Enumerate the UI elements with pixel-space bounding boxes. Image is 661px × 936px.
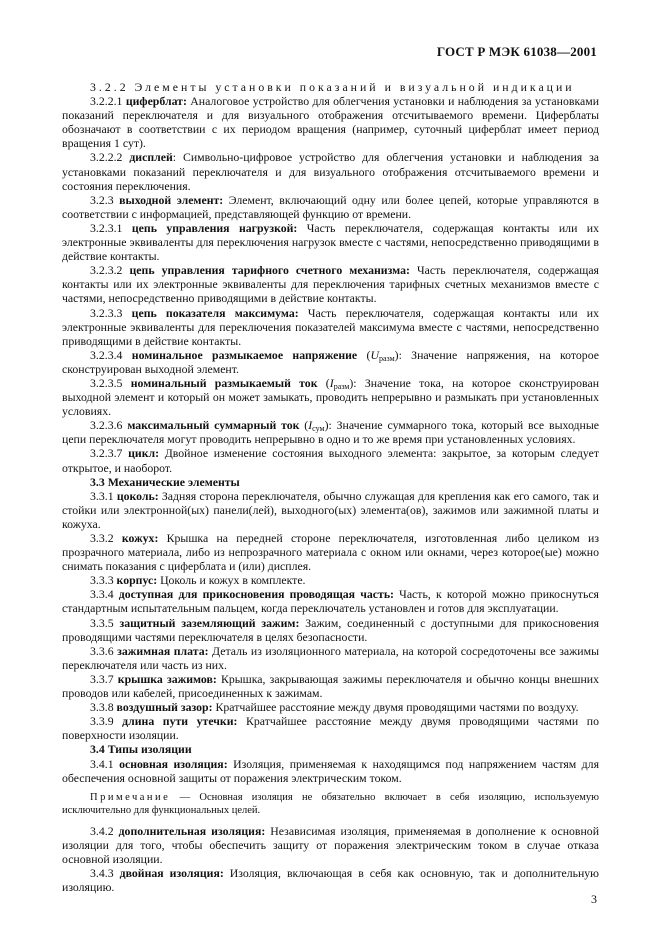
- clause-3-4-1: [62, 757, 599, 785]
- definition: Деталь из изоляционного материала, на которой сосредоточены все зажимы переключателя или часть из них.: [62, 643, 600, 672]
- definition: Кратчайшее расстояние между двумя проводящими частями по воздуху.: [212, 700, 579, 715]
- clause-3-3-3: [62, 573, 599, 587]
- definition: Часть переключателя, содержащая контакты или их электронные эквиваленты для переключения тарифных счетных механизмов вместе с частями, непосредственно приводящими в действие контакты.: [62, 263, 599, 306]
- symbol-subscript: разм: [333, 381, 350, 391]
- clause-number: 3.3.3: [90, 573, 114, 588]
- definition: Цоколь и кожух в комплекте.: [157, 573, 306, 588]
- term: крышка зажимов:: [117, 671, 217, 686]
- clause-3-3-2: [62, 531, 599, 573]
- clause-number: 3.2.3.7: [90, 446, 123, 461]
- definition: Часть переключателя, содержащая контакты или их электронные эквиваленты для переключения нагрузок вместе с частями, непосредственно приводящими в действие контакты.: [62, 220, 600, 264]
- clause-3-2-3-7: [62, 446, 599, 474]
- clause-3-3-9: [62, 714, 599, 742]
- term: дисплей: [129, 150, 173, 165]
- term: доступная для прикосновения проводящая часть:: [118, 587, 394, 602]
- definition: Зажим, соединенный с доступными для прикосновения проводящими частями переключателя в целях безопасности.: [62, 615, 599, 644]
- definition: ): Значение тока, на которое сконструирован выходной элемент и который он может замыкать, проводить непрерывно и размыкать при установленных условиях.: [62, 375, 600, 419]
- clause-3-2-3-5: [62, 376, 599, 418]
- clause-3-2-3: [62, 193, 599, 221]
- term: кожух:: [121, 531, 159, 545]
- clause-3-2-3-6: [62, 418, 599, 446]
- term: циферблат:: [125, 94, 187, 109]
- clause-number: 3.2.2.1: [90, 94, 123, 109]
- term: защитный заземляющий зажим:: [119, 615, 300, 630]
- note: [62, 791, 599, 818]
- definition: Изоляция, включающая в себя как основную, так и дополнительную изоляцию.: [62, 865, 599, 895]
- section-heading-3-4: 3.4 Типы изоляции: [90, 742, 192, 757]
- section-heading-3-2-2: 3.2.2 Элементы установки показаний и визуальной индикации: [90, 80, 575, 94]
- clause-number: 3.2.3.2: [90, 263, 123, 278]
- symbol: U: [370, 347, 379, 362]
- term: цоколь:: [116, 488, 159, 503]
- section-heading-3-3: 3.3 Механические элементы: [90, 474, 240, 489]
- definition: Двойное изменение состояния выходного элемента: закрытое, за которым следует открытое, и наоборот.: [62, 446, 600, 475]
- definition: Изоляция, применяемая к находящимся под напряжением частям для обеспечения основной защиты от поражения электрическим током.: [62, 756, 600, 785]
- paren-open: (: [299, 418, 309, 433]
- clause-number: 3.2.3.5: [90, 375, 123, 390]
- clause-3-2-3-1: [62, 221, 599, 263]
- definition: Часть переключателя, содержащая контакты или их электронные эквиваленты для переключения показателей максимума вместе с частями, непосредственно приводящими в действие контакты.: [62, 305, 599, 348]
- clause-number: 3.4.3: [90, 865, 114, 880]
- clause-number: 3.3.9: [90, 714, 114, 729]
- term: номинальное размыкаемое напряжение: [131, 347, 358, 362]
- clause-3-2-3-3: [62, 306, 599, 348]
- definition: : Символьно-цифровое устройство для облегчения установки и наблюдения за установками показаний переключателя и для визуального отображения отсчитываемого времени и состояния переключения.: [62, 150, 600, 193]
- symbol-subscript: сум: [312, 424, 325, 434]
- term: цепь показателя максимума:: [131, 305, 299, 320]
- clause-3-2-3-4: [62, 348, 599, 376]
- clause-3-3-7: [62, 672, 599, 700]
- definition: Крышка на передней стороне переключателя, изготовленная либо целиком из прозрачного материала, либо из непрозрачного материала с окном или окнами, через которое(ые) можно снимать показания с циферблата и (или) дисплея.: [62, 531, 599, 574]
- clause-number: 3.2.3.3: [90, 305, 123, 320]
- definition: Задняя сторона переключателя, обычно служащая для крепления как его самого, так и стойки или электронной(ых) панели(лей), выходного(ых) элемента(ов), зажимов или зажимной платы и кожуха.: [62, 488, 599, 531]
- term: зажимная плата:: [117, 643, 209, 658]
- term: основная изоляция:: [119, 756, 228, 771]
- clause-3-4-2: [62, 824, 599, 866]
- clause-3-3-6: [62, 644, 599, 672]
- clause-number: 3.3.8: [90, 700, 114, 715]
- symbol-subscript: разм: [378, 353, 395, 363]
- definition: Независимая изоляция, применяемая в дополнение к основной изоляции для того, чтобы обеспечить защиту от поражения электрическим током в случае отказа основной изоляции.: [62, 823, 600, 866]
- definition: Крышка, закрывающая зажимы переключателя и обычно концы внешних проводов или кабелей, присоединенных к зажимам.: [62, 671, 599, 701]
- clause-3-2-2-1: [62, 94, 599, 150]
- paren-open: (: [357, 347, 371, 362]
- clause-number: 3.2.3.1: [90, 220, 123, 235]
- definition: Часть, к которой можно прикоснуться стандартным испытательным пальцем, когда переключатель установлен и готов для эксплуатации.: [62, 587, 599, 616]
- clause-3-3-4: [62, 587, 599, 615]
- note-text: — Основная изоляция не обязательно включает в себя изоляцию, используемую исключительно для функциональных целей.: [62, 791, 599, 817]
- clause-number: 3.3.5: [90, 615, 114, 630]
- page-content: [62, 80, 599, 894]
- definition: Аналоговое устройство для облегчения установки и наблюдения за установками показаний переключателя и для визуального отображения отсчитываемого времени. Циферблаты обозначают в соответствии с их периодом вращения (например, суточный циферблат имеет период вращения 1 сут).: [62, 94, 600, 151]
- definition: Кратчайшее расстояние между двумя проводящими частями по поверхности изоляции.: [62, 714, 599, 743]
- term: цепь управления тарифного счетного механизма:: [129, 263, 410, 278]
- clause-number: 3.4.2: [90, 823, 114, 838]
- clause-3-3-5: [62, 616, 599, 644]
- clause-3-2-2-2: [62, 150, 599, 192]
- definition: Элемент, включающий одну или более цепей, которые управляются в соответствии с информацией, представляющей функцию от времени.: [62, 192, 600, 221]
- term: цикл:: [128, 446, 160, 461]
- term: номинальный размыкаемый ток: [130, 375, 318, 390]
- clause-number: 3.4.1: [90, 756, 114, 771]
- note-label: Примечание: [90, 791, 171, 803]
- definition: ): Значение суммарного тока, который все выходные цепи переключателя могут проводить непрерывно в одно и то же время при установленных условиях.: [62, 418, 599, 447]
- clause-3-4-3: [62, 866, 599, 894]
- symbol: I: [329, 375, 334, 390]
- term: дополнительная изоляция:: [118, 823, 266, 838]
- clause-3-3-1: [62, 489, 599, 531]
- clause-3-2-3-2: [62, 263, 599, 305]
- clause-number: 3.3.7: [90, 671, 114, 686]
- term: воздушный зазор:: [116, 700, 213, 715]
- clause-number: 3.3.6: [90, 643, 114, 658]
- term: длина пути утечки:: [122, 714, 238, 729]
- paren-open: (: [317, 375, 330, 390]
- clause-number: 3.2.3.6: [90, 418, 123, 433]
- clause-3-3-8: [62, 700, 599, 714]
- clause-number: 3.2.3: [90, 192, 114, 207]
- term: корпус:: [116, 573, 158, 588]
- clause-number: 3.2.3.4: [90, 347, 123, 362]
- term: цепь управления нагрузкой:: [131, 220, 298, 235]
- clause-number: 3.3.4: [90, 587, 114, 602]
- symbol: I: [308, 418, 313, 433]
- standard-header: ГОСТ Р МЭК 61038—2001: [436, 44, 597, 59]
- clause-number: 3.3.2: [90, 531, 114, 545]
- clause-number: 3.3.1: [90, 488, 114, 503]
- definition: ): Значение напряжения, на которое сконструирован выходной элемент.: [62, 347, 599, 376]
- page-number: 3: [591, 892, 597, 906]
- term: выходной элемент:: [119, 192, 224, 207]
- term: двойная изоляция:: [119, 865, 224, 880]
- clause-number: 3.2.2.2: [90, 150, 123, 165]
- term: максимальный суммарный ток: [127, 418, 300, 433]
